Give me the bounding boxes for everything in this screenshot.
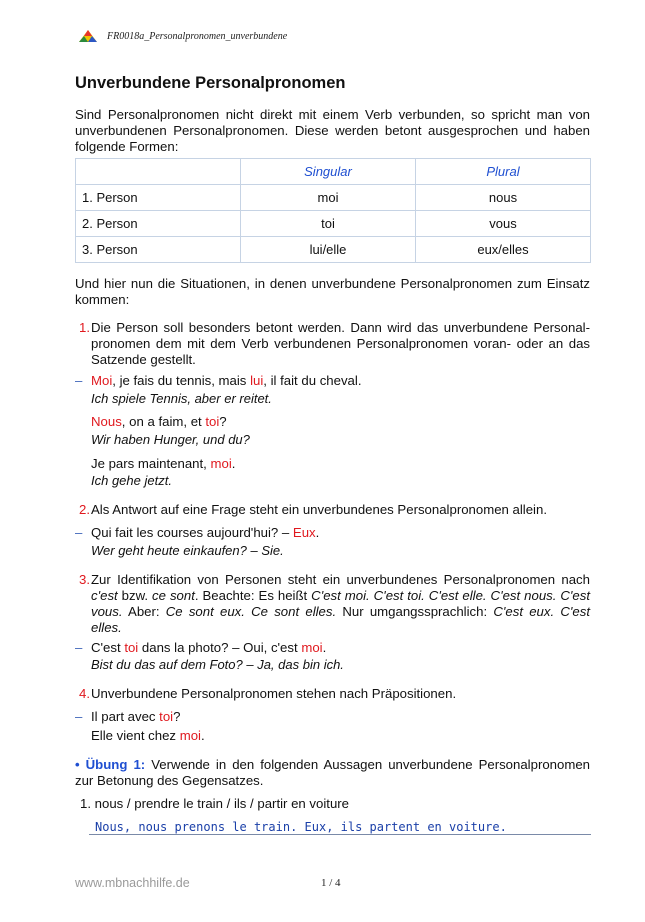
rule-number: 1. (79, 320, 90, 335)
emphasis-pronoun: toi (159, 709, 174, 724)
example-text: . (200, 728, 205, 743)
rule-text: Zur Identifikation von Personen steht ein unverbundenes Personalpronomen nach c'est bzw. ce sont. Beachte: Es heißt C'est moi. C'est toi. C'est elle. C'est nous. C'est vous. Aber: Ce sont eux. Ce sont elles. Nur umgangssprachlich: C'est eux. C'est elles. (91, 572, 591, 635)
situations-intro: Und hier nun die Situationen, in denen unverbundene Personalpronomen zum Einsatz kommen: (75, 276, 590, 307)
example-text: , je fais du tennis, mais (112, 373, 251, 388)
table-header-cell: Plural (416, 159, 591, 185)
rule-text: Die Person soll besonders betont werden. Dann wird das unverbundene Personalpronomen dem mit dem Verb verbundenen Personalpronomen voran- oder an das Satzende gestellt. (91, 320, 590, 367)
example-1-line-2 (91, 414, 227, 430)
emphasis-pronoun: Nous (91, 414, 122, 429)
dash-bullet: – (75, 640, 83, 655)
emphasis-pronoun: Eux (292, 525, 316, 540)
emphasis-pronoun: lui (250, 373, 264, 388)
rule-2 (75, 502, 590, 518)
table-cell: eux/elles (416, 237, 591, 263)
rule-4 (75, 686, 590, 702)
rule-number: 3. (79, 572, 90, 587)
emphasis-pronoun: toi (205, 414, 220, 429)
table-cell: 3. Person (76, 237, 241, 263)
table-cell: nous (416, 185, 591, 211)
table-cell: 2. Person (76, 211, 241, 237)
german-translation: Bist du das auf dem Foto? – Ja, das bin ich. (91, 657, 344, 672)
table-row (76, 185, 591, 211)
table-row (76, 211, 591, 237)
exercise-text: Verwende in den folgenden Aussagen unverbundene Personalpronomen zur Betonung des Gegensatzes. (75, 757, 590, 788)
example-text: ? (219, 414, 227, 429)
table-cell: 1. Person (76, 185, 241, 211)
rule-3 (75, 572, 590, 636)
rule-number: 4. (79, 686, 90, 701)
page-number: 1 / 4 (321, 877, 341, 889)
table-row (76, 237, 591, 263)
example-text: , il fait du cheval. (263, 373, 362, 388)
german-translation: Wer geht heute einkaufen? – Sie. (91, 543, 284, 558)
rule-text: Als Antwort auf eine Frage steht ein unverbundenes Personalpronomen allein. (91, 502, 547, 517)
exercise-instruction (75, 757, 590, 789)
table-cell: vous (416, 211, 591, 237)
example-text: C'est (91, 640, 125, 655)
german-translation: Ich gehe jetzt. (91, 473, 172, 488)
rule-text: Unverbundene Personalpronomen stehen nach Präpositionen. (91, 686, 457, 701)
document-header (78, 28, 287, 44)
emphasis-pronoun: moi (301, 640, 323, 655)
example-text: . (231, 456, 236, 471)
example-text: . (315, 525, 320, 540)
example-text: Il part avec (91, 709, 160, 724)
german-translation: Wir haben Hunger, und du? (91, 432, 250, 447)
rule-1 (75, 320, 590, 368)
example-2 (75, 525, 319, 541)
table-header-row (76, 159, 591, 185)
exercise-label: • Übung 1: (75, 757, 146, 772)
answer-line (89, 834, 591, 835)
emphasis-pronoun: Moi (91, 373, 113, 388)
example-text: Je pars maintenant, (91, 456, 211, 471)
document-filename: FR0018a_Personalpronomen_unverbundene (107, 30, 288, 42)
table-cell: lui/elle (241, 237, 416, 263)
emphasis-pronoun: moi (210, 456, 232, 471)
page-title: Unverbundene Personalpronomen (75, 74, 346, 92)
example-text: dans la photo? – Oui, c'est (138, 640, 302, 655)
intro-paragraph: Sind Personalpronomen nicht direkt mit einem Verb verbunden, so spricht man von unverbundenen Personalpronomen. Diese werden betont ausgesprochen und haben folgende Formen: (75, 107, 590, 154)
example-text: . (322, 640, 327, 655)
dash-bullet: – (75, 525, 83, 540)
example-3 (75, 640, 326, 656)
table-header-cell: Singular (241, 159, 416, 185)
example-text: Qui fait les courses aujourd'hui? – (91, 525, 293, 540)
example-text: , on a faim, et (121, 414, 206, 429)
example-1-line-3 (91, 456, 235, 472)
rule-number: 2. (79, 502, 90, 517)
emphasis-pronoun: toi (124, 640, 139, 655)
mbnachhilfe-logo-icon (78, 29, 98, 43)
german-translation: Ich spiele Tennis, aber er reitet. (91, 391, 272, 406)
exercise-item-1: 1. nous / prendre le train / ils / partir en voiture (80, 796, 350, 811)
emphasis-pronoun: moi (179, 728, 201, 743)
table-cell: moi (241, 185, 416, 211)
exercise-answer-1: Nous, nous prenons le train. Eux, ils partent en voiture. (95, 820, 507, 834)
example-text: Elle vient chez (91, 728, 180, 743)
example-1-line-1 (75, 373, 362, 389)
table-cell: toi (241, 211, 416, 237)
dash-bullet: – (75, 709, 83, 724)
pronoun-table (75, 158, 591, 263)
example-4-line-1 (75, 709, 180, 725)
dash-bullet: – (75, 373, 83, 388)
example-4-line-2 (91, 728, 205, 744)
example-text: ? (173, 709, 181, 724)
footer-website: www.mbnachhilfe.de (75, 876, 190, 890)
table-header-cell (76, 159, 241, 185)
